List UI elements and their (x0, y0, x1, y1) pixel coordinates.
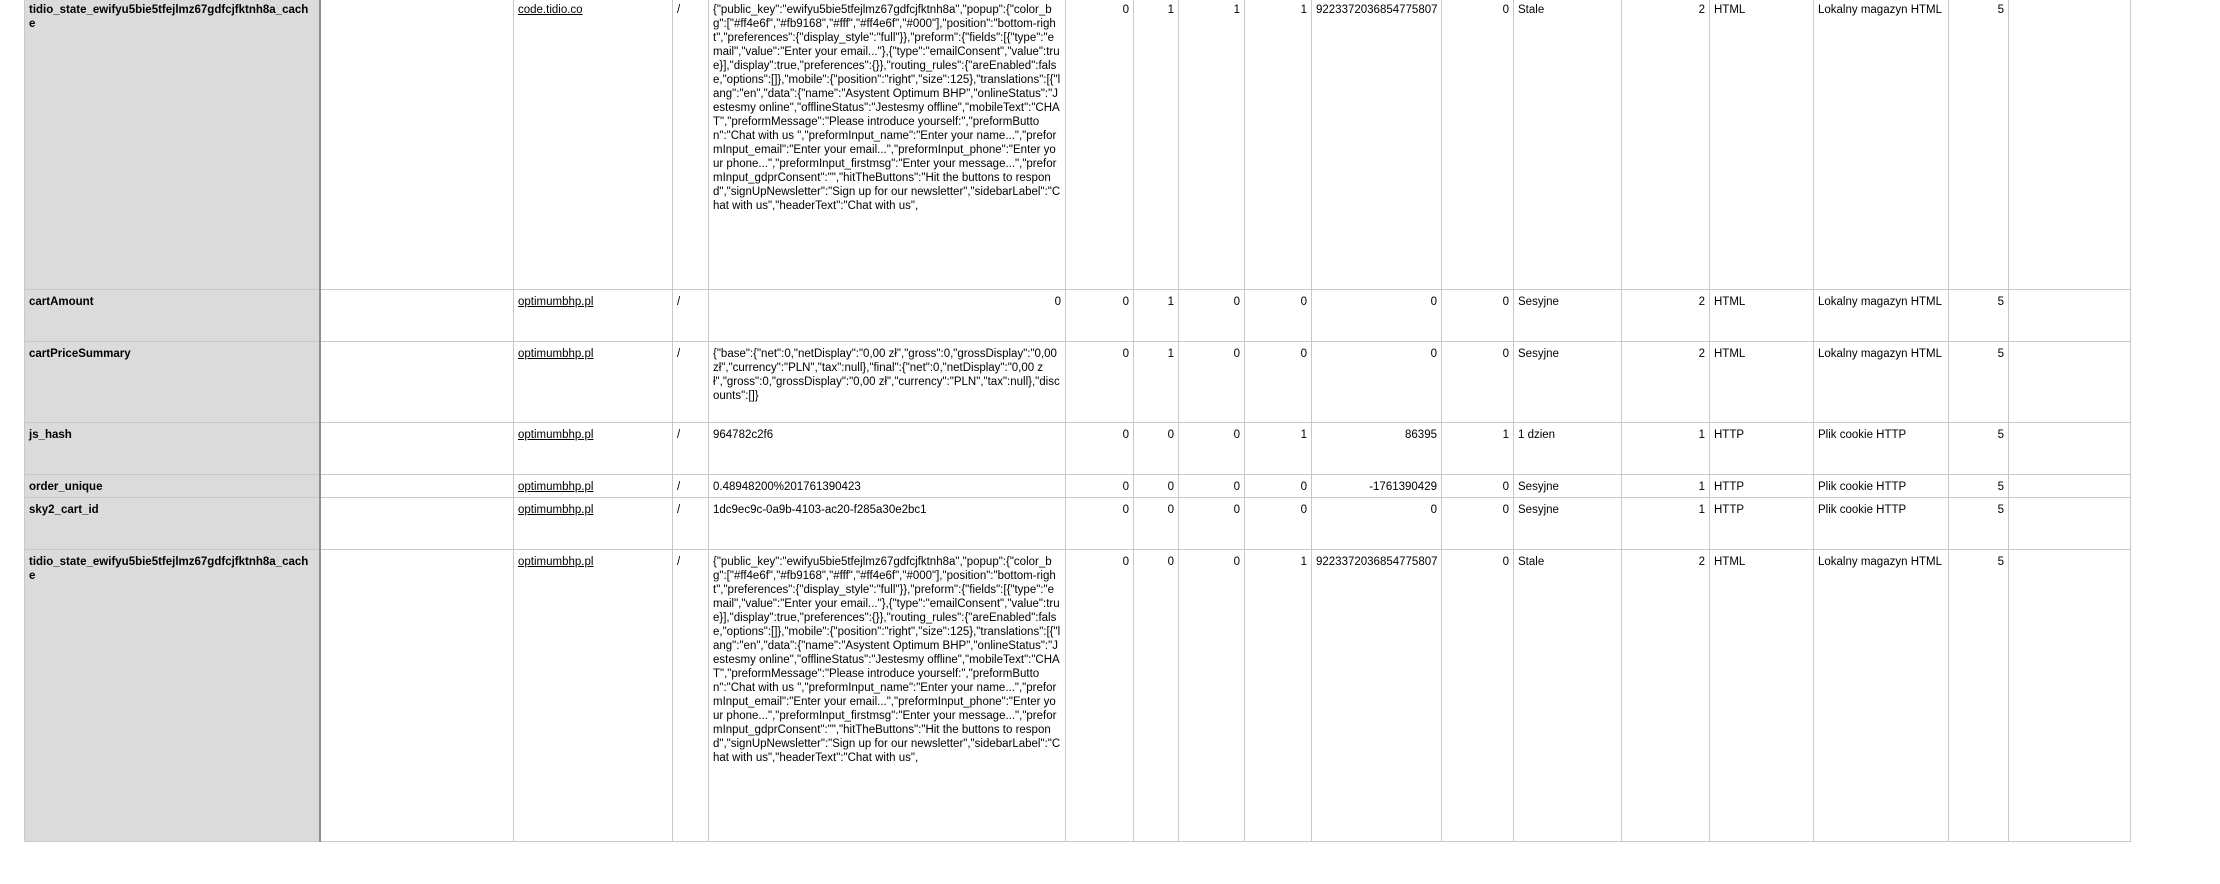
cell-col-4[interactable]: 0 (1245, 475, 1312, 498)
domain-link[interactable]: code.tidio.co (518, 4, 583, 16)
cell-empty[interactable] (2009, 498, 2131, 550)
domain-link[interactable]: optimumbhp.pl (518, 504, 594, 516)
cell-col-1[interactable]: 0 (1066, 342, 1134, 423)
table-row[interactable] (25, 0, 2131, 290)
storage-table (24, 0, 2131, 842)
cell-storage[interactable]: Plik cookie HTTP (1814, 498, 1949, 550)
cell-col-1[interactable]: 0 (1066, 423, 1134, 475)
cell-path[interactable]: / (673, 0, 709, 290)
cell-col-11[interactable]: 5 (1949, 290, 2009, 342)
cell-col-6[interactable]: 0 (1442, 0, 1514, 290)
cell-col-3[interactable]: 0 (1179, 423, 1245, 475)
cell-empty[interactable] (2009, 423, 2131, 475)
cell-col-6[interactable]: 0 (1442, 498, 1514, 550)
cell-col-4[interactable]: 0 (1245, 290, 1312, 342)
table-row[interactable] (25, 475, 2131, 498)
cell-type[interactable]: HTTP (1710, 423, 1814, 475)
cell-name[interactable]: js_hash (25, 423, 320, 475)
cell-empty[interactable] (320, 475, 514, 498)
cell-type[interactable]: HTTP (1710, 475, 1814, 498)
cell-name[interactable]: sky2_cart_id (25, 498, 320, 550)
cell-col-1[interactable]: 0 (1066, 498, 1134, 550)
cell-status[interactable]: Sesyjne (1514, 498, 1622, 550)
cell-status[interactable]: Sesyjne (1514, 475, 1622, 498)
cell-name[interactable]: tidio_state_ewifyu5bie5tfejlmz67gdfcjfktnh8a_cache (25, 550, 320, 842)
table-row[interactable] (25, 423, 2131, 475)
cell-empty[interactable] (2009, 0, 2131, 290)
cell-value[interactable]: 0 (709, 290, 1066, 342)
cell-col-11[interactable]: 5 (1949, 342, 2009, 423)
cell-value[interactable]: {"base":{"net":0,"netDisplay":"0,00 zł","gross":0,"grossDisplay":"0,00 zł","currency":"PLN","tax":null},"final":{"net":0,"netDisplay":"0,00 zł","gross":0,"grossDisplay":"0,00 zł","currency":"PLN","tax":null},"discounts":[]} (709, 342, 1066, 423)
cell-storage[interactable]: Plik cookie HTTP (1814, 475, 1949, 498)
cell-value[interactable]: {"public_key":"ewifyu5bie5tfejlmz67gdfcjfktnh8a","popup":{"color_bg":["#ff4e6f","#fb9168","#fff","#ff4e6f","#000"],"position":"bottom-right","preferences":{"display_style":"full"}},"preform":{"fields":[{"type":"email","value":"Enter your email..."},{"type":"emailConsent","value":true}],"display":true,"preferences":{}},"routing_rules":{"areEnabled":false,"options":[]},"mobile":{"position":"right","size":125},"translations":[{"lang":"en","data":{"name":"Asystent Optimum BHP","onlineStatus":"Jestesmy online","offlineStatus":"Jestesmy offline","mobileText":"CHAT","preformMessage":"Please introduce yourself:","preformButton":"Chat with us ","preformInput_name":"Enter your name...","preformInput_email":"Enter your email...","preformInput_phone":"Enter your phone...","preformInput_firstmsg":"Enter your message...","preformInput_gdprConsent":"","hitTheButtons":"Hit the buttons to respond","signUpNewsletter":"Sign up for our newsletter","sidebarLabel":"Chat with us","headerText":"Chat with us", (709, 0, 1066, 290)
cell-name[interactable]: cartPriceSummary (25, 342, 320, 423)
cell-col-3[interactable]: 0 (1179, 342, 1245, 423)
cell-status[interactable]: Stale (1514, 0, 1622, 290)
cell-path[interactable]: / (673, 550, 709, 842)
cell-path[interactable]: / (673, 290, 709, 342)
cell-empty[interactable] (2009, 290, 2131, 342)
cell-col-4[interactable]: 0 (1245, 342, 1312, 423)
cell-storage[interactable]: Lokalny magazyn HTML (1814, 550, 1949, 842)
cell-col-2[interactable]: 0 (1134, 498, 1179, 550)
cell-path[interactable]: / (673, 423, 709, 475)
cell-type[interactable]: HTTP (1710, 498, 1814, 550)
cell-col-8[interactable]: 2 (1622, 342, 1710, 423)
cell-path[interactable]: / (673, 342, 709, 423)
cell-status[interactable]: Sesyjne (1514, 290, 1622, 342)
cell-expires[interactable]: -1761390429 (1312, 475, 1442, 498)
cell-col-8[interactable]: 2 (1622, 0, 1710, 290)
cell-col-11[interactable]: 5 (1949, 550, 2009, 842)
cell-empty[interactable] (2009, 550, 2131, 842)
cell-col-8[interactable]: 1 (1622, 423, 1710, 475)
cell-col-2[interactable]: 1 (1134, 290, 1179, 342)
cell-domain[interactable] (514, 290, 673, 342)
cell-col-1[interactable]: 0 (1066, 550, 1134, 842)
cell-name[interactable]: cartAmount (25, 290, 320, 342)
cell-col-3[interactable]: 0 (1179, 475, 1245, 498)
cell-col-4[interactable]: 1 (1245, 423, 1312, 475)
cell-col-4[interactable]: 0 (1245, 498, 1312, 550)
cell-col-8[interactable]: 2 (1622, 550, 1710, 842)
cell-col-8[interactable]: 1 (1622, 498, 1710, 550)
cell-domain[interactable] (514, 342, 673, 423)
cell-col-6[interactable]: 0 (1442, 550, 1514, 842)
cell-col-11[interactable]: 5 (1949, 498, 2009, 550)
cell-empty[interactable] (2009, 475, 2131, 498)
cell-storage[interactable]: Lokalny magazyn HTML (1814, 0, 1949, 290)
cell-path[interactable]: / (673, 475, 709, 498)
cell-col-1[interactable]: 0 (1066, 475, 1134, 498)
cell-storage[interactable]: Lokalny magazyn HTML (1814, 290, 1949, 342)
table-row[interactable] (25, 498, 2131, 550)
cell-col-2[interactable]: 0 (1134, 550, 1179, 842)
cell-col-1[interactable]: 0 (1066, 0, 1134, 290)
cell-empty[interactable] (320, 0, 514, 290)
cell-empty[interactable] (2009, 342, 2131, 423)
cell-empty[interactable] (320, 342, 514, 423)
cell-expires[interactable]: 9223372036854775807 (1312, 550, 1442, 842)
cell-name[interactable]: tidio_state_ewifyu5bie5tfejlmz67gdfcjfktnh8a_cache (25, 0, 320, 290)
cell-col-3[interactable]: 1 (1179, 0, 1245, 290)
cell-domain[interactable] (514, 475, 673, 498)
cell-col-8[interactable]: 1 (1622, 475, 1710, 498)
cell-type[interactable]: HTML (1710, 0, 1814, 290)
cell-col-3[interactable]: 0 (1179, 498, 1245, 550)
cell-storage[interactable]: Lokalny magazyn HTML (1814, 342, 1949, 423)
cell-value[interactable]: {"public_key":"ewifyu5bie5tfejlmz67gdfcjfktnh8a","popup":{"color_bg":["#ff4e6f","#fb9168","#fff","#ff4e6f","#000"],"position":"bottom-right","preferences":{"display_style":"full"}},"preform":{"fields":[{"type":"email","value":"Enter your email..."},{"type":"emailConsent","value":true}],"display":true,"preferences":{}},"routing_rules":{"areEnabled":false,"options":[]},"mobile":{"position":"right","size":125},"translations":[{"lang":"en","data":{"name":"Asystent Optimum BHP","onlineStatus":"Jestesmy online","offlineStatus":"Jestesmy offline","mobileText":"CHAT","preformMessage":"Please introduce yourself:","preformButton":"Chat with us ","preformInput_name":"Enter your name...","preformInput_email":"Enter your email...","preformInput_phone":"Enter your phone...","preformInput_firstmsg":"Enter your message...","preformInput_gdprConsent":"","hitTheButtons":"Hit the buttons to respond","signUpNewsletter":"Sign up for our newsletter","sidebarLabel":"Chat with us","headerText":"Chat with us", (709, 550, 1066, 842)
cell-name[interactable]: order_unique (25, 475, 320, 498)
cell-domain[interactable] (514, 423, 673, 475)
cell-storage[interactable]: Plik cookie HTTP (1814, 423, 1949, 475)
cell-col-1[interactable]: 0 (1066, 290, 1134, 342)
cell-col-3[interactable]: 0 (1179, 290, 1245, 342)
cell-domain[interactable] (514, 550, 673, 842)
cell-col-11[interactable]: 5 (1949, 0, 2009, 290)
cell-col-11[interactable]: 5 (1949, 475, 2009, 498)
cell-empty[interactable] (320, 550, 514, 842)
cell-empty[interactable] (320, 290, 514, 342)
cell-col-8[interactable]: 2 (1622, 290, 1710, 342)
cell-value[interactable]: 964782c2f6 (709, 423, 1066, 475)
table-row[interactable] (25, 342, 2131, 423)
domain-link[interactable]: optimumbhp.pl (518, 296, 594, 308)
cell-col-4[interactable]: 1 (1245, 0, 1312, 290)
cell-type[interactable]: HTML (1710, 290, 1814, 342)
cell-value[interactable]: 1dc9ec9c-0a9b-4103-ac20-f285a30e2bc1 (709, 498, 1066, 550)
cell-col-6[interactable]: 1 (1442, 423, 1514, 475)
cell-empty[interactable] (320, 498, 514, 550)
cell-expires[interactable]: 9223372036854775807 (1312, 0, 1442, 290)
cell-col-2[interactable]: 1 (1134, 342, 1179, 423)
cell-expires[interactable]: 86395 (1312, 423, 1442, 475)
cell-expires[interactable]: 0 (1312, 342, 1442, 423)
cell-status[interactable]: 1 dzien (1514, 423, 1622, 475)
cell-col-2[interactable]: 0 (1134, 475, 1179, 498)
domain-link[interactable]: optimumbhp.pl (518, 429, 594, 441)
cell-col-6[interactable]: 0 (1442, 475, 1514, 498)
cell-empty[interactable] (320, 423, 514, 475)
cell-expires[interactable]: 0 (1312, 498, 1442, 550)
cell-type[interactable]: HTML (1710, 550, 1814, 842)
cell-domain[interactable] (514, 0, 673, 290)
domain-link[interactable]: optimumbhp.pl (518, 348, 594, 360)
domain-link[interactable]: optimumbhp.pl (518, 481, 594, 493)
cell-expires[interactable]: 0 (1312, 290, 1442, 342)
cell-path[interactable]: / (673, 498, 709, 550)
cell-value[interactable]: 0.48948200%201761390423 (709, 475, 1066, 498)
cell-status[interactable]: Sesyjne (1514, 342, 1622, 423)
cell-col-11[interactable]: 5 (1949, 423, 2009, 475)
cell-col-6[interactable]: 0 (1442, 342, 1514, 423)
cell-domain[interactable] (514, 498, 673, 550)
domain-link[interactable]: optimumbhp.pl (518, 556, 594, 568)
cell-type[interactable]: HTML (1710, 342, 1814, 423)
table-row[interactable] (25, 550, 2131, 842)
cell-col-3[interactable]: 0 (1179, 550, 1245, 842)
cell-col-2[interactable]: 0 (1134, 423, 1179, 475)
cell-col-2[interactable]: 1 (1134, 0, 1179, 290)
table-row[interactable] (25, 290, 2131, 342)
cell-col-6[interactable]: 0 (1442, 290, 1514, 342)
cell-col-4[interactable]: 1 (1245, 550, 1312, 842)
cell-status[interactable]: Stale (1514, 550, 1622, 842)
